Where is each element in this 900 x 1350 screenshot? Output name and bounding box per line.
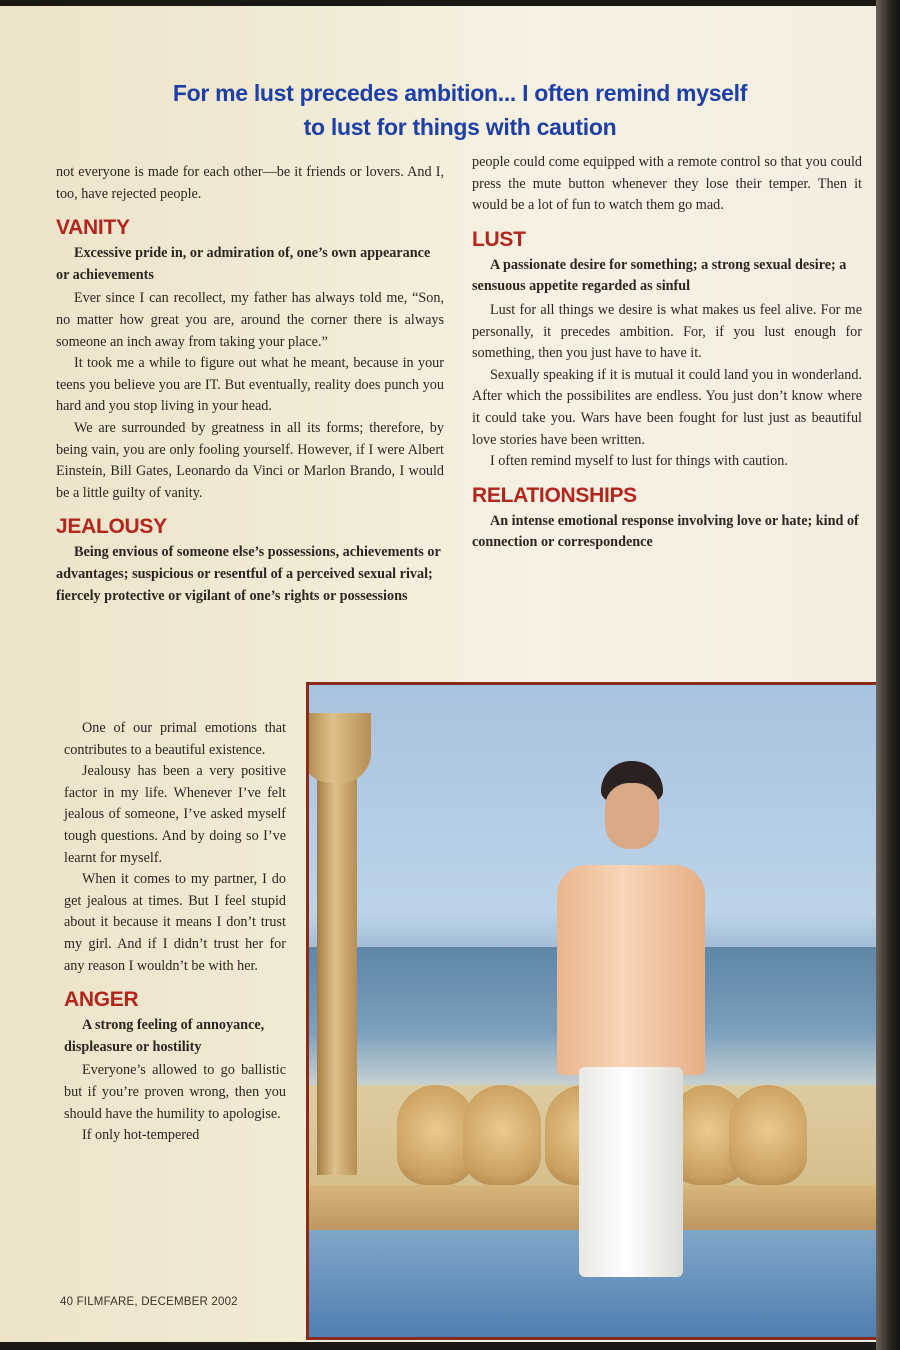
jealousy-paragraph-3: When it comes to my partner, I do get jealous at times. But I feel stupid about it because it means I don’t trust my girl. And if I didn’t trust her for any reason I wouldn’t be with her. (64, 871, 286, 974)
photo-man-face (605, 783, 659, 849)
lust-heading: LUST (472, 227, 526, 251)
pull-quote (90, 76, 830, 144)
relationships-heading: RELATIONSHIPS (472, 483, 637, 507)
right-column (472, 152, 862, 556)
lust-paragraph-3: I often remind myself to lust for things with caution. (490, 453, 788, 470)
photo-man-kurta (557, 865, 705, 1075)
page-footer: 40 FILMFARE, DECEMBER 2002 (60, 1296, 238, 1308)
vanity-paragraph-3: We are surrounded by greatness in all its forms; therefore, by being vain, you are only fooling yourself. However, if I were Albert Einstein, Bill Gates, Leonardo da Vinci or Marlon Brando, I would be a little guilty of vanity. (56, 419, 444, 501)
jealousy-definition: Being envious of someone else’s possessions, achievements or advantages; suspicious or resentful of a perceived sexual rival; fiercely protective or vigilant of one’s rights or possessions (56, 544, 441, 604)
vanity-paragraph-1: Ever since I can recollect, my father has always told me, “Son, no matter how great you are, around the corner there is always someone an inch away from taking your place.” (56, 290, 444, 350)
pull-quote-line-2: to lust for things with caution (303, 114, 617, 140)
right-intro-paragraph: people could come equipped with a remote control so that you could press the mute button whenever they lose their temper. Then it would be a lot of fun to watch them go mad. (472, 154, 862, 214)
jealousy-paragraph-2: Jealousy has been a very positive factor in my life. Whenever I’ve felt jealous of someone, I’ve asked myself tough questions. And by doing so I’ve learnt for myself. (64, 763, 286, 866)
book-spine-shadow (876, 0, 900, 1350)
photo-pillar-left (317, 745, 357, 1175)
photo-man (545, 761, 705, 1281)
left-intro-paragraph: not everyone is made for each other—be it friends or lovers. And I, too, have rejected people. (56, 164, 444, 202)
anger-paragraph-1: Everyone’s allowed to go ballistic but if you’re proven wrong, then you should have the humility to apologise. (64, 1062, 286, 1122)
photo-statue-head (463, 1085, 541, 1185)
jealousy-paragraph-1: One of our primal emotions that contributes to a beautiful existence. (64, 720, 286, 758)
beach-photo (306, 682, 886, 1340)
jealousy-heading: JEALOUSY (56, 515, 167, 539)
anger-definition: A strong feeling of annoyance, displeasure or hostility (64, 1017, 265, 1055)
lust-definition: A passionate desire for something; a strong sexual desire; a sensuous appetite regarded as sinful (472, 256, 847, 295)
narrow-column (64, 718, 286, 1147)
photo-urn-left (306, 713, 371, 783)
anger-paragraph-2: If only hot-tempered (82, 1127, 200, 1144)
vanity-definition: Excessive pride in, or admiration of, one’s own appearance or achievements (56, 245, 431, 283)
vanity-heading: VANITY (56, 216, 130, 240)
photo-man-trousers (579, 1067, 683, 1277)
photo-statue-head (729, 1085, 807, 1185)
vanity-paragraph-2: It took me a while to figure out what he meant, because in your teens you believe you are IT. But eventually, reality does punch you hard and you stop living in your head. (56, 355, 444, 415)
lust-paragraph-1: Lust for all things we desire is what makes us feel alive. For me personally, it precedes ambition. For, if you lust enough for something, then you just have to have it. (472, 301, 862, 362)
left-column (56, 162, 444, 609)
anger-heading: ANGER (64, 988, 139, 1012)
magazine-page (0, 6, 886, 1342)
lust-paragraph-2: Sexually speaking if it is mutual it could land you in wonderland. After which the possibilites are endless. You just don’t know where it could take you. Wars have been fought for lust just as beautiful love stories have been written. (472, 366, 862, 448)
relationships-definition: An intense emotional response involving love or hate; kind of connection or correspondence (472, 512, 859, 551)
pull-quote-line-1: For me lust precedes ambition... I often remind myself (172, 80, 748, 106)
